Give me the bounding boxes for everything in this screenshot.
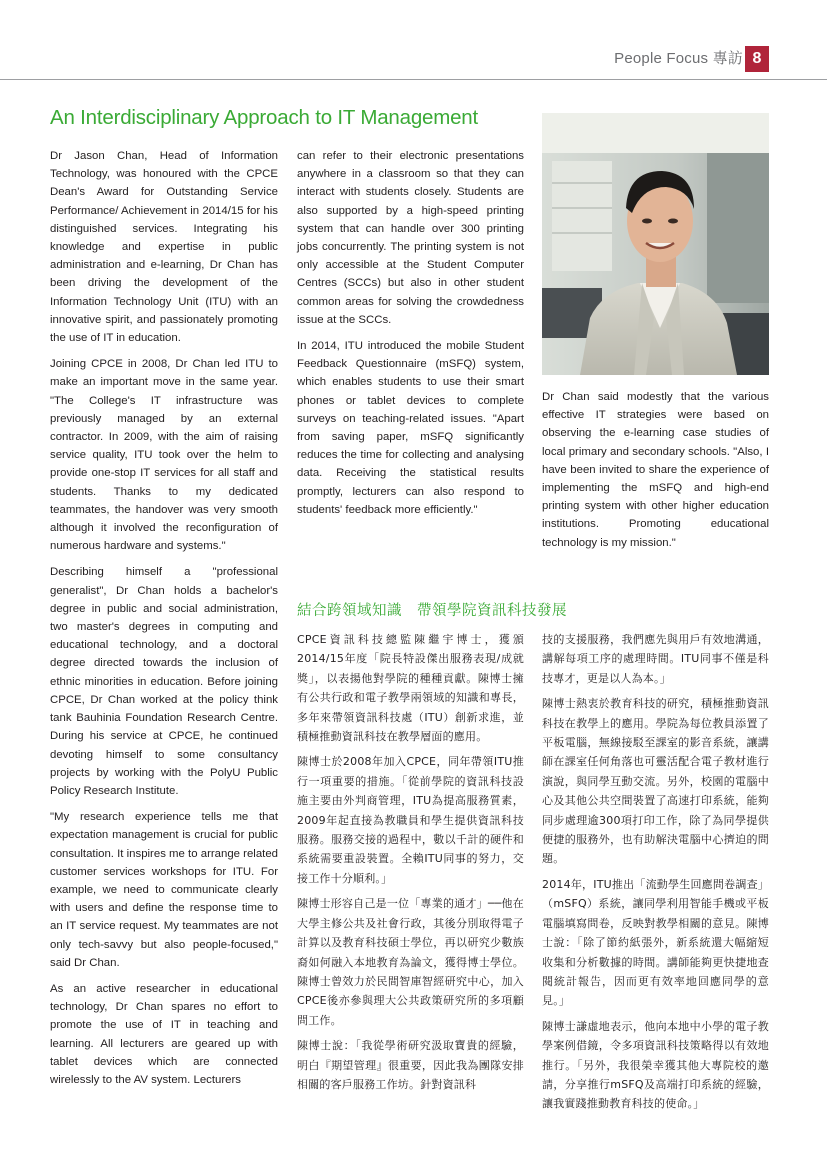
portrait-photo — [542, 113, 769, 375]
chinese-paragraph: 陳博士形容自己是一位「專業的通才」──他在大學主修公共及社會行政，其後分別取得電子計算以及教育科技碩士學位，再以研究少數族裔如何融入本地教育為論文，獲得博士學位。陳博士曾效力於民間智庫智經研究中心，加入CPCE後亦參與理大公共政策研究所的多項顧問工作。 — [297, 897, 524, 1027]
english-column-3 — [542, 388, 769, 560]
body-paragraph: Joining CPCE in 2008, Dr Chan led ITU to make an important move in the same year. "The College's IT infrastructure was previously managed by an external contractor. In 2009, with the aim of raising service quality, ITU took over the helm to provide one-stop IT services for all staff and students. Thanks to my dedicated teammates, the handover was very smooth although it involved the reconfiguration of numerous hardware and systems." — [50, 358, 278, 553]
chinese-paragraph: 技的支援服務，我們應先與用戶有效地溝通，講解每項工序的處理時間。ITU同事不僅是科技專才，更是以人為本。」 — [542, 633, 769, 685]
chinese-paragraph: 陳博士於2008年加入CPCE，同年帶領ITU推行一項重要的措施。「從前學院的資訊科技設施主要由外判商管理，ITU為提高服務質素，2009年起直接為教職員和學生提供資訊科技服務。服務交接的過程中，數以千計的硬件和系統需要重設裝置。全賴ITU同事的努力，交接工作十分順利。」 — [297, 755, 524, 885]
section-header: People Focus 專訪 — [614, 50, 743, 67]
body-paragraph: can refer to their electronic presentations anywhere in a classroom so that they can interact with students closely. Students are also supported by a high-speed printing system that can handle over 300 printing jobs concurrently. The printing system is not only accessible at the Student Computer Centres (SCCs) but also in other student common areas for solving the crowdedness issue at the SCCs. — [297, 150, 524, 326]
chinese-heading: 結合跨領域知識 帶領學院資訊科技發展 — [297, 603, 567, 619]
article-title: An Interdisciplinary Approach to IT Management — [50, 106, 478, 129]
body-paragraph: As an active researcher in educational technology, Dr Chan spares no effort to promote the use of IT in teaching and learning. All lecturers are geared up with tablet devices which are connected wirelessly to the AV system. Lecturers — [50, 982, 278, 1086]
chinese-paragraph: 陳博士謙虛地表示，他向本地中小學的電子教學案例借鏡，令多項資訊科技策略得以有效地推行。「另外，我很榮幸獲其他大專院校的邀請，分享推行mSFQ及高端打印系統的經驗，讓我實踐推動教育科技的使命。」 — [542, 1019, 769, 1111]
body-paragraph: "My research experience tells me that expectation management is crucial for public consultation. It inspires me to arrange related customer services workshops for ITU. For example, we need to communicate clearly with users and define the response time to an IT service request. My teammates are not only tech-savvy but also people-focused," said Dr Chan. — [50, 811, 278, 969]
chinese-column-2 — [542, 630, 769, 1120]
chinese-paragraph: 2014年，ITU推出「流動學生回應問卷調查」（mSFQ）系統，讓同學利用智能手機或平板電腦填寫問卷，反映對教學相關的意見。陳博士說：「除了節約紙張外，新系統還大幅縮短收集和分析數據的時間。講師能夠更快捷地查閱統計報告，因而更有效率地回應同學的意見。」 — [542, 877, 769, 1008]
chinese-paragraph: 陳博士說：「我從學術研究汲取寶貴的經驗，明白『期望管理』很重要，因此我為團隊安排相關的客戶服務工作坊。針對資訊科 — [297, 1039, 524, 1091]
header-divider — [0, 79, 827, 80]
body-paragraph: Dr Chan said modestly that the various effective IT strategies were based on observing the e-learning case studies of local primary and secondary schools. "Also, I have been invited to share the experience of implementing the mSFQ and high-end printing system with other higher education institutions. Promoting educational technology is my mission." — [542, 391, 769, 549]
body-paragraph: In 2014, ITU introduced the mobile Student Feedback Questionnaire (mSFQ) system, which enables students to use their smart phones or tablet devices to complete surveys on teaching-related issues. "Apart from saving paper, mSFQ significantly reduces the time for collecting and analysing data. Receiving the statistical results promptly, lecturers can also respond to students' feedback more efficiently." — [297, 340, 524, 516]
page-number-badge: 8 — [745, 46, 769, 72]
english-column-2 — [297, 147, 524, 527]
body-paragraph: Dr Jason Chan, Head of Information Technology, was honoured with the CPCE Dean's Award for Outstanding Service Performance/ Achievement in 2014/15 for his distinguished services. Integrating his knowledge and expertise in public administration and e-learning, Dr Chan has been driving the development of the Information Technology Unit (ITU) with an innovative spirit, and passionately promoting the use of IT in education. — [50, 150, 278, 345]
chinese-column-1 — [297, 630, 524, 1100]
body-paragraph: Describing himself a "professional generalist", Dr Chan holds a bachelor's degree in public and social administration, two master's degrees in computing and educational technology, and a doctoral degree directed towards the inclusion of ethnic minorities in education. Before joining CPCE, Dr Chan worked at the policy think tank Bauhinia Foundation Research Centre. During his service at CPCE, he continued devoting himself to some consultancy projects by working with the PolyU Public Policy Research Institute. — [50, 566, 278, 797]
english-column-1 — [50, 147, 278, 1097]
chinese-paragraph: CPCE資訊科技總監陳繼宇博士，獲頒2014/15年度「院長特設傑出服務表現/成就獎」，以表揚他對學院的種種貢獻。陳博士擁有公共行政和電子教學兩領域的知識和專長，多年來帶領資訊科技處（ITU）創新求進，並積極推動資訊科技在教學層面的應用。 — [297, 633, 524, 744]
chinese-paragraph: 陳博士熱衷於教育科技的研究，積極推動資訊科技在教學上的應用。學院為每位教員添置了平板電腦，無線接駁至課室的影音系統，讓講師在課室任何角落也可靈活配合電子教材進行演說，與同學互動交流。另外，校園的電腦中心及其他公共空間裝置了高速打印系統，能夠同步處理逾300項打印工作，除了為同學提供便捷的服務外，也有助解決電腦中心擠迫的問題。 — [542, 697, 769, 866]
